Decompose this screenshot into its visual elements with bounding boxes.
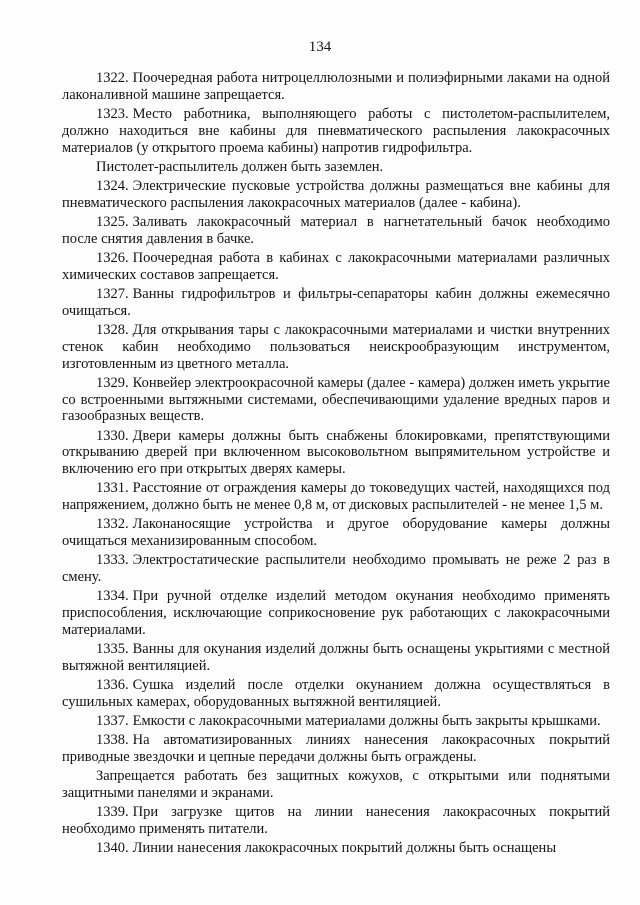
paragraph-number: 1326. [96, 249, 129, 266]
paragraph-text: Поочередная работа в кабинах с лакокрасочными материалами различных химических составов запрещается. [62, 249, 610, 283]
paragraph-1330 [62, 428, 610, 479]
paragraph-text: Лаконаносящие устройства и другое оборудование камеры должны очищаться механизированным способом. [62, 516, 610, 550]
paragraph-1324 [62, 178, 610, 212]
paragraph-number: 1327. [96, 285, 129, 302]
paragraph-1327 [62, 286, 610, 320]
paragraph-text: Поочередная работа нитроцеллюлозными и полиэфирными лаками на одной лаконаливной машине запрещается. [62, 70, 610, 103]
paragraph-text: Двери камеры должны быть снабжены блокировками, препятствующими открыванию дверей при включенном высоковольтном выпрямительном устройстве и включению его при открытых дверях камеры. [62, 427, 610, 478]
paragraph-1332 [62, 516, 610, 550]
paragraph-1322 [62, 70, 610, 104]
paragraph-number: 1335. [96, 641, 129, 658]
paragraph-number: 1338. [96, 732, 129, 749]
paragraph-number: 1333. [96, 552, 129, 569]
paragraph-text: Запрещается работать без защитных кожухов, с открытыми или поднятыми защитными панелями и экранами. [62, 768, 610, 802]
paragraph-text: Ванны для окунания изделий должны быть оснащены укрытиями с местной вытяжной вентиляцией. [62, 641, 610, 674]
paragraph-number: 1325. [96, 213, 129, 230]
paragraph-number: 1336. [96, 677, 129, 694]
paragraph-1323-continuation [62, 159, 610, 176]
paragraph-text: Электростатические распылители необходимо промывать не реже 2 раз в смену. [62, 552, 610, 586]
paragraph-1337 [62, 713, 610, 730]
paragraph-text: Для открывания тары с лакокрасочными материалами и чистки внутренних стенок кабин необходимо пользоваться неискрообразующим инструментом, изготовленным из цветного металла. [62, 321, 610, 372]
paragraph-text: При загрузке щитов на линии нанесения лакокрасочных покрытий необходимо применять питатели. [62, 804, 610, 838]
paragraph-number: 1328. [96, 321, 129, 338]
paragraph-number: 1339. [96, 804, 129, 821]
paragraph-text: Емкости с лакокрасочными материалами должны быть закрыты крышками. [132, 713, 601, 730]
paragraph-1340 [62, 840, 610, 857]
paragraph-1328 [62, 322, 610, 373]
paragraph-number: 1329. [96, 374, 129, 391]
paragraph-text: Пистолет-распылитель должен быть заземлен. [96, 158, 384, 175]
paragraph-number: 1323. [96, 105, 129, 122]
paragraph-text: Конвейер электроокрасочной камеры (далее - камера) должен иметь укрытие со встроенными вытяжными системами, обеспечивающими удаление вредных паров и газообразных веществ. [62, 374, 610, 425]
paragraph-1336 [62, 677, 610, 711]
paragraph-text: Расстояние от ограждения камеры до токоведущих частей, находящихся под напряжением, должно быть не менее 0,8 м, от дисковых распылителей - не менее 1,5 м. [62, 480, 610, 514]
paragraph-text: Ванны гидрофильтров и фильтры-сепараторы кабин должны ежемесячно очищаться. [62, 285, 610, 319]
document-body [62, 70, 610, 857]
paragraph-number: 1322. [96, 70, 129, 86]
paragraph-1331 [62, 480, 610, 514]
paragraph-1323 [62, 106, 610, 157]
paragraph-1339 [62, 804, 610, 838]
paragraph-number: 1337. [96, 713, 129, 730]
page-number: 134 [308, 39, 332, 55]
paragraph-text: Линии нанесения лакокрасочных покрытий должны быть оснащены [132, 840, 557, 857]
paragraph-1326 [62, 250, 610, 284]
paragraph-number: 1330. [96, 427, 129, 444]
paragraph-number: 1334. [96, 588, 129, 605]
paragraph-1334 [62, 588, 610, 639]
paragraph-1338-continuation [62, 768, 610, 802]
paragraph-1335 [62, 641, 610, 675]
paragraph-1338 [62, 732, 610, 766]
paragraph-text: На автоматизированных линиях нанесения лакокрасочных покрытий приводные звездочки и цепные передачи должны быть ограждены. [62, 732, 610, 766]
paragraph-text: При ручной отделке изделий методом окунания необходимо применять приспособления, исключающие соприкосновение рук работающих с лакокрасочными материалами. [62, 588, 610, 639]
paragraph-1329 [62, 375, 610, 426]
paragraph-number: 1340. [96, 840, 129, 857]
paragraph-text: Заливать лакокрасочный материал в нагнетательный бачок необходимо после снятия давления в бачке. [62, 213, 610, 247]
paragraph-1333 [62, 552, 610, 586]
paragraph-number: 1324. [96, 177, 129, 194]
paragraph-text: Сушка изделий после отделки окунанием должна осуществляться в сушильных камерах, оборудованных вытяжной вентиляцией. [62, 677, 610, 710]
paragraph-number: 1331. [96, 480, 129, 497]
paragraph-number: 1332. [96, 516, 129, 533]
paragraph-1325 [62, 214, 610, 248]
paragraph-text: Электрические пусковые устройства должны размещаться вне кабины для пневматического распыления лакокрасочных материалов (далее - кабина). [62, 177, 610, 211]
paragraph-text: Место работника, выполняющего работы с пистолетом-распылителем, должно находиться вне кабины для пневматического распыления лакокрасочных материалов (у открытого проема кабины) напротив гидрофильтра. [62, 105, 610, 156]
